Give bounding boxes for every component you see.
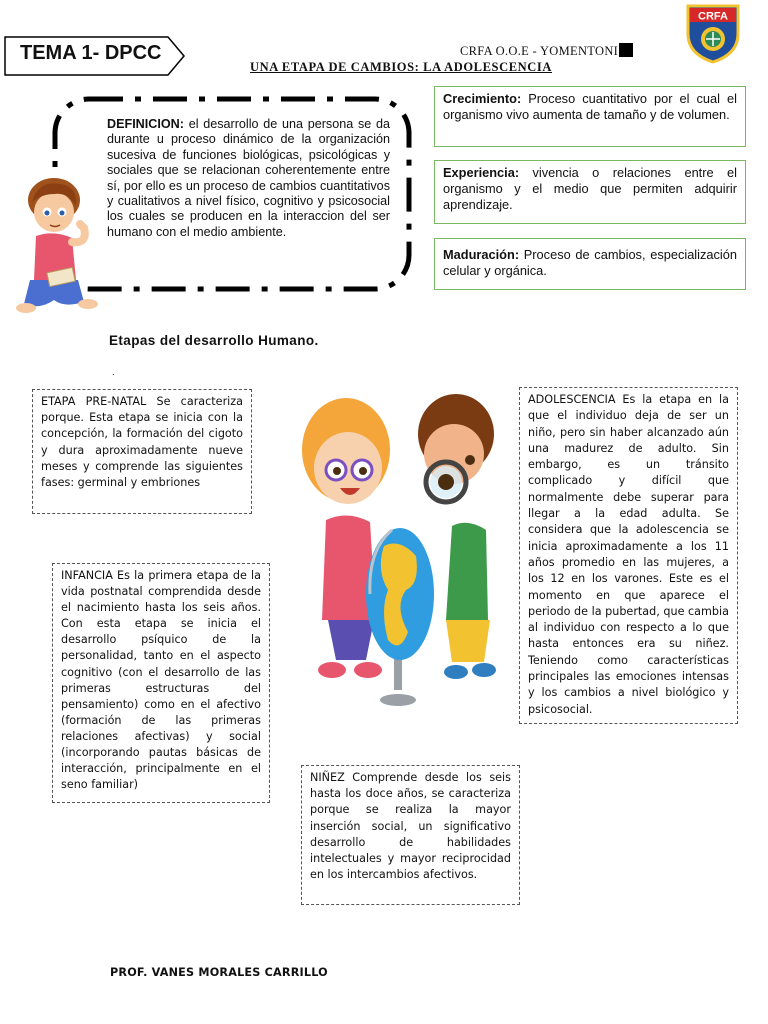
crest-text: CRFA [698,10,728,23]
stage-prenatal: ETAPA PRE-NATAL Se caracteriza porque. Esta etapa se inicia con la concepción, la formación del cigoto y dura aproximadamente nueve meses y comprende las siguientes fases: germinal y embriones [32,389,252,514]
definition-text [107,117,390,240]
concept-crecimiento [434,86,746,147]
concept-term: Experiencia: [443,165,520,180]
tema-label: TEMA 1- DPCC [20,42,162,64]
thinking-boy-illustration [14,170,104,318]
stage-adolescencia: ADOLESCENCIA Es la etapa en la que el individuo deja de ser un niño, pero sin haber alcanzado aún una madurez de adulto. Sin embargo, es un tránsito complicado y difícil que normalmente debe superar para llegar a la edad adulta. Se considera que la adolescencia se inicia aproximadamente a los 11 años promedio en las mujeres, a los 12 en los varones. Este es el momento en que aparece el periodo de la pubertad, que cambia al individuo con respecto a lo que hasta entonces era su niñez. Teniendo como características principales las emociones intensas y los cambios a nivel biológico y psicosocial. [519,387,738,724]
stage-ninez: NIÑEZ Comprende desde los seis hasta los doce años, se caracteriza porque se realiza la mayor inserción social, un significativo desarrollo de habilidades intelectuales y mayor reciprocidad en los intercambios afectivos. [301,765,520,905]
children-globe-illustration [296,370,506,722]
page-title: UNA ETAPA DE CAMBIOS: LA ADOLESCENCIA [250,60,552,74]
section-title: Etapas del desarrollo Humano. [109,333,319,348]
stage-infancia: INFANCIA Es la primera etapa de la vida postnatal comprendida desde el nacimiento hasta los seis años. Con esta etapa se inicia el desarrollo psíquico de la personalidad, tanto en el aspecto cognitivo (con el desarrollo de las primeras estructuras del pensamiento) como en el afectivo (formación de las primeras relaciones afectivas) y social (incorporando pautas básicas de interacción, principalmente en el seno familiar) [52,563,270,803]
author-name: PROF. VANES MORALES CARRILLO [110,966,328,979]
tema-tag [4,36,186,76]
concept-text: Proceso de cambios, especialización celular y orgánica. [443,247,737,278]
org-name-text: CRFA O.O.E - YOMENTONI [460,44,619,58]
definition-body: el desarrollo de una persona se da durante u proceso dinámico de la organización sucesiva de funciones biológicas, psicológicas y sociales que se relacionan coherentemente entre sí, por ello es un proceso de cambios cuantitativos y cualitativos a nivel físico, cognitivo y psicosocial los cuales se producen en la interaccion del ser humano con el medio ambiente. [107,117,390,239]
concept-text: vivencia o relaciones entre el organismo y el medio que permiten adquirir aprendizaje. [443,165,737,212]
org-name [460,43,633,59]
school-crest-icon [684,4,742,64]
concept-text: Proceso cuantitativo por el cual el organismo vivo aumenta de tamaño y de volumen. [443,91,737,122]
concept-experiencia [434,160,746,224]
concept-maduracion [434,238,746,290]
concept-term: Maduración: [443,247,520,262]
redaction-block [619,43,633,57]
concept-term: Crecimiento: [443,91,522,106]
definition-term: DEFINICION: [107,117,184,131]
section-dot: . [112,367,115,377]
